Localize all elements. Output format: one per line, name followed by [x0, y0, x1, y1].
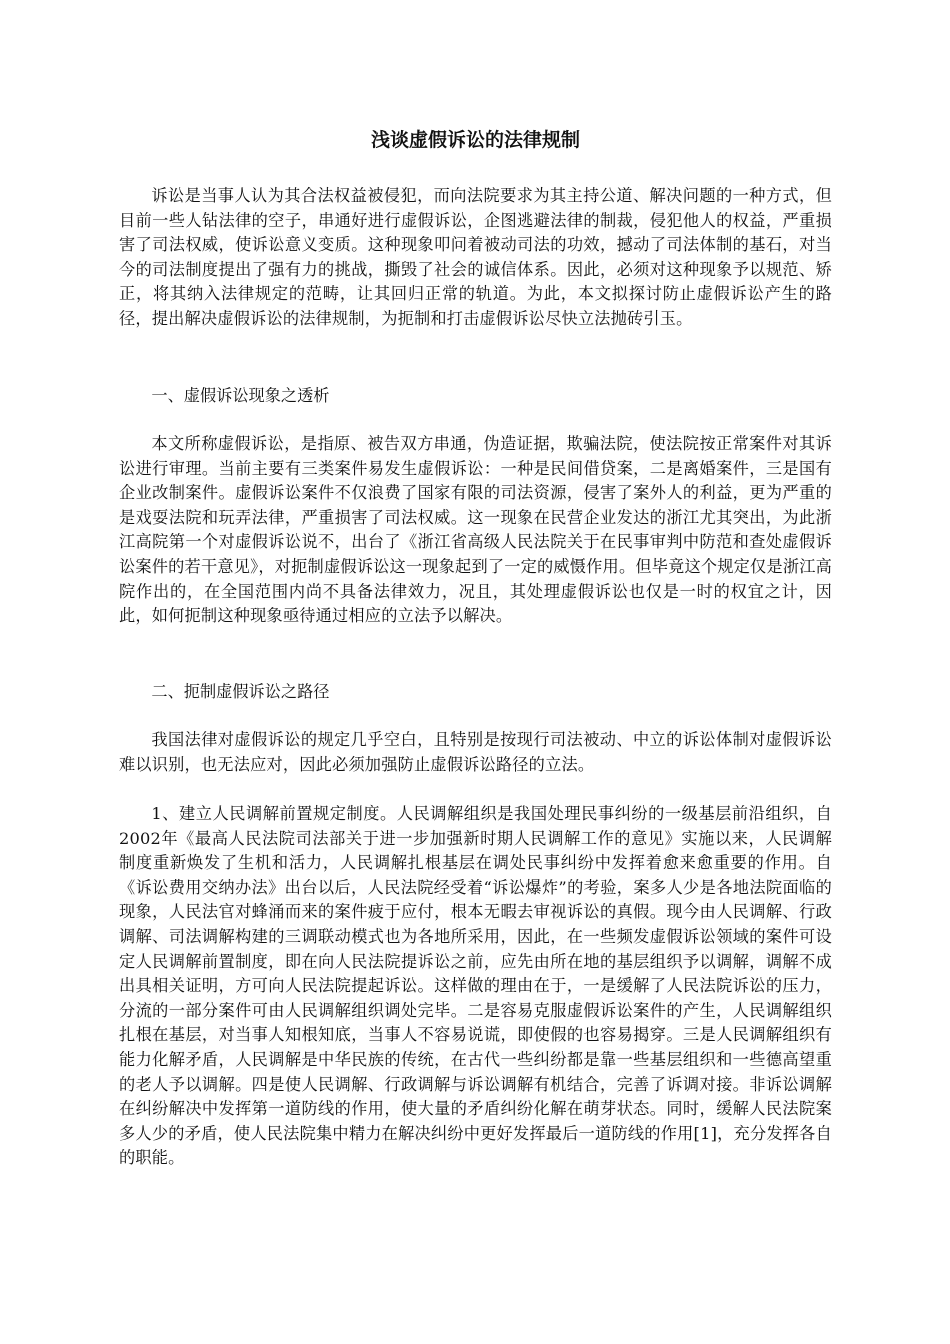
- document-title: 浅谈虚假诉讼的法律规制: [370, 129, 580, 151]
- section-heading-1: 一、虚假诉讼现象之透析: [151, 386, 330, 405]
- intro-paragraph: 诉讼是当事人认为其合法权益被侵犯，而向法院要求为其主持公道、解决问题的一种方式，但目前一些人钻法律的空子，串通好进行虚假诉讼，企图逃避法律的制裁，侵犯他人的权益，严重损害了司法权威，使诉讼意义变质。这种现象叩问着被动司法的功效，撼动了司法体制的基石，对当今的司法制度提出了强有力的挑战，撕毁了社会的诚信体系。因此，必须对这种现象予以规范、矫正，将其纳入法律规定的范畴，让其回归正常的轨道。为此，本文拟探讨防止虚假诉讼产生的路径，提出解决虚假诉讼的法律规制，为扼制和打击虚假诉讼尽快立法抛砖引玉。: [119, 186, 832, 328]
- section-1-paragraph: 本文所称虚假诉讼，是指原、被告双方串通，伪造证据，欺骗法院，使法院按正常案件对其诉讼进行审理。当前主要有三类案件易发生虚假诉讼：一种是民间借贷案，二是离婚案件，三是国有企业改制案件。虚假诉讼案件不仅浪费了国家有限的司法资源，侵害了案外人的利益，更为严重的是戏耍法院和玩弄法律，严重损害了司法权威。这一现象在民营企业发达的浙江尤其突出，为此浙江高院第一个对虚假诉讼说不，出台了《浙江省高级人民法院关于在民事审判中防范和查处虚假诉讼案件的若干意见》，对扼制虚假诉讼这一现象起到了一定的威慑作用。但毕竟这个规定仅是浙江高院作出的，在全国范围内尚不具备法律效力，况且，其处理虚假诉讼也仅是一时的权宜之计，因此，如何扼制这种现象亟待通过相应的立法予以解决。: [119, 434, 832, 626]
- section-heading-2: 二、扼制虚假诉讼之路径: [151, 682, 330, 701]
- document-page: [119, 0, 832, 1344]
- section-2-item-1-paragraph: 1、建立人民调解前置规定制度。人民调解组织是我国处理民事纠纷的一级基层前沿组织，自2002年《最高人民法院司法部关于进一步加强新时期人民调解工作的意见》实施以来，人民调解制度重新焕发了生机和活力，人民调解扎根基层在调处民事纠纷中发挥着愈来愈重要的作用。自《诉讼费用交纳办法》出台以后，人民法院经受着“诉讼爆炸”的考验，案多人少是各地法院面临的现象，人民法官对蜂涌而来的案件疲于应付，根本无暇去审视诉讼的真假。现今由人民调解、行政调解、司法调解构建的三调联动模式也为各地所采用，因此，在一些频发虚假诉讼领域的案件可设定人民调解前置制度，即在向人民法院提诉讼之前，应先由所在地的基层组织予以调解，调解不成出具相关证明，方可向人民法院提起诉讼。这样做的理由在于，一是缓解了人民法院诉讼的压力，分流的一部分案件可由人民调解组织调处完毕。二是容易克服虚假诉讼案件的产生，人民调解组织扎根在基层，对当事人知根知底，当事人不容易说谎，即使假的也容易揭穿。三是人民调解组织有能力化解矛盾，人民调解是中华民族的传统，在古代一些纠纷都是靠一些基层组织和一些德高望重的老人予以调解。四是使人民调解、行政调解与诉讼调解有机结合，完善了诉调对接。非诉讼调解在纠纷解决中发挥第一道防线的作用，使大量的矛盾纠纷化解在萌芽状态。同时，缓解人民法院案多人少的矛盾，使人民法院集中精力在解决纠纷中更好发挥最后一道防线的作用[1]，充分发挥各自的职能。: [119, 804, 832, 1168]
- section-2-intro-paragraph: 我国法律对虚假诉讼的规定几乎空白，且特别是按现行司法被动、中立的诉讼体制对虚假诉讼难以识别，也无法应对，因此必须加强防止虚假诉讼路径的立法。: [119, 730, 832, 774]
